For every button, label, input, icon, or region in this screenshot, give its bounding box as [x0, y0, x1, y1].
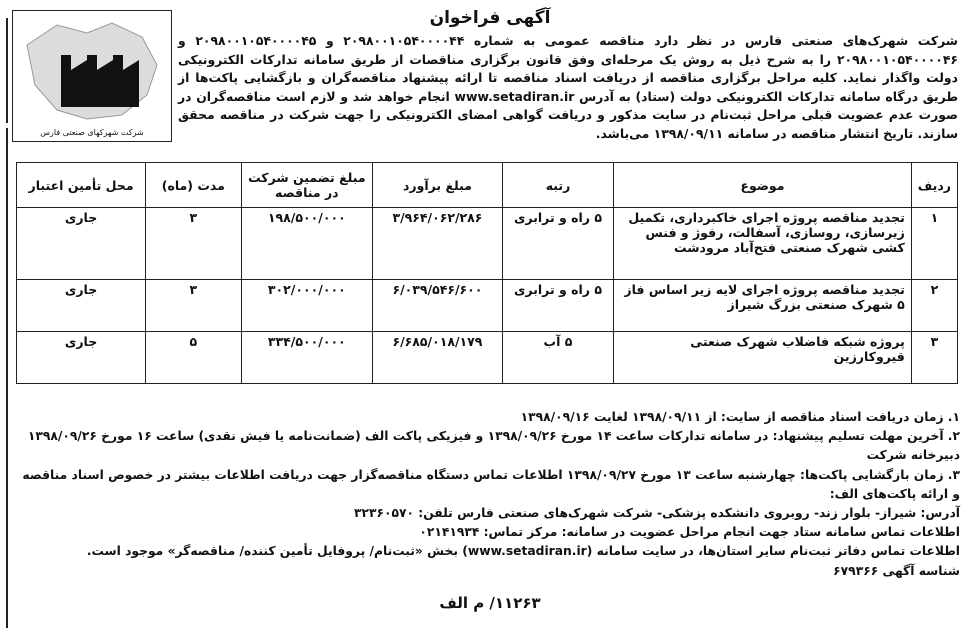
header-funding: محل تأمین اعتبار [17, 163, 146, 208]
cell-duration: ۵ [146, 332, 241, 384]
ad-serial: ۱۱۲۶۳/ م الف [439, 594, 541, 612]
cell-guarantee: ۱۹۸/۵۰۰/۰۰۰ [241, 208, 373, 280]
cell-estimate: ۶/۰۳۹/۵۴۶/۶۰۰ [373, 280, 503, 332]
border-rule [6, 128, 8, 628]
cell-row: ۲ [911, 280, 957, 332]
cell-subject: پروژه شبکه فاضلاب شهرک صنعتی قیروکارزین [614, 332, 912, 384]
header-duration: مدت (ماه) [146, 163, 241, 208]
note-ad-id: شناسه آگهی ۶۷۹۳۶۶ [833, 563, 960, 578]
note-setad-contact: اطلاعات تماس سامانه ستاد جهت انجام مراحل عضویت در سامانه: مرکز تماس: ۰۲۱۴۱۹۳۴ [419, 525, 960, 540]
cell-grade: ۵ راه و ترابری [502, 208, 613, 280]
header-row: ردیف [911, 163, 957, 208]
cell-funding: جاری [17, 208, 146, 280]
cell-funding: جاری [17, 280, 146, 332]
cell-guarantee: ۳۰۲/۰۰۰/۰۰۰ [241, 280, 373, 332]
note-download-time: ۱. زمان دریافت اسناد مناقصه از سایت: از ۱۳۹۸/۰۹/۱۱ لغایت ۱۳۹۸/۰۹/۱۶ [520, 410, 960, 424]
table-row [17, 280, 958, 332]
cell-row: ۳ [911, 332, 957, 384]
cell-estimate: ۶/۶۸۵/۰۱۸/۱۷۹ [373, 332, 503, 384]
header-subject: موضوع [614, 163, 912, 208]
factory-logo-icon [17, 15, 167, 127]
logo-caption: شرکت شهرکهای صنعتی فارس [40, 128, 144, 137]
cell-grade: ۵ آب [502, 332, 613, 384]
note-address: آدرس: شیراز- بلوار زند- روبروی دانشکده پزشکی- شرکت شهرک‌های صنعتی فارس تلفن: ۳۲۳۶۰۵۷۰ [353, 506, 960, 521]
note-provincial-offices: اطلاعات تماس دفاتر ثبت‌نام سایر استان‌ها، در سایت سامانه (www.setadiran.ir) بخش «ثبت‌نام/ پروفایل تأمین کننده/ مناقصه‌گر» موجود است. [86, 544, 960, 559]
cell-funding: جاری [17, 332, 146, 384]
company-logo [12, 10, 172, 142]
notice-notes [16, 408, 960, 581]
table-header-row [17, 163, 958, 208]
table-row [17, 208, 958, 280]
cell-subject: تجدید مناقصه پروژه اجرای خاکبرداری، تکمیل زیرسازی، روسازی، آسفالت، رفوژ و فنس کشی شهرک صنعتی فتح‌آباد مرودشت [614, 208, 912, 280]
header-grade: رتبه [502, 163, 613, 208]
border-rule [6, 18, 8, 123]
header-guarantee: مبلغ تضمین شرکت در مناقصه [241, 163, 373, 208]
table-row [17, 332, 958, 384]
notice-intro: شرکت شهرک‌های صنعتی فارس در نظر دارد مناقصه عمومی به شماره ۲۰۹۸۰۰۱۰۵۴۰۰۰۰۴۴ و ۲۰۹۸۰۰۱۰۵۴۰۰۰۰۴۵ و ۲۰۹۸۰۰۱۰۵۴۰۰۰۰۴۶ را به شرح ذیل به روش یک مرحله‌ای وفق قانون برگزاری مناقصات از طریق سامانه تدارکات الکترونیکی دولت واگذار نماید. کلیه مراحل برگزاری مناقصه از دریافت اسناد مناقصه تا ارائه پیشنهاد مناقصه‌گران و بازگشایی پاکت‌ها از طریق درگاه سامانه تدارکات الکترونیکی دولت (ستاد) به آدرس www.setadiran.ir انجام خواهد شد و لازم است مناقصه‌گران در صورت عدم عضویت قبلی مراحل ثبت‌نام در سایت مذکور و دریافت گواهی امضای الکترونیکی را جهت شرکت در مناقصه محقق سازند. تاریخ انتشار مناقصه در سامانه ۱۳۹۸/۰۹/۱۱ می‌باشد. [178, 33, 958, 141]
note-opening-time: ۳. زمان بازگشایی پاکت‌ها: چهارشنبه ساعت ۱۳ مورخ ۱۳۹۸/۰۹/۲۷ اطلاعات تماس دستگاه مناقصه‌گزار جهت دریافت اطلاعات بیشتر در خصوص اسناد مناقصه و ارائه پاکت‌های الف: [22, 467, 960, 501]
header-estimate: مبلغ برآورد [373, 163, 503, 208]
tender-table [16, 162, 958, 384]
cell-duration: ۳ [146, 280, 241, 332]
notice-title: آگهی فراخوان [429, 8, 551, 28]
note-deadline: ۲. آخرین مهلت تسلیم پیشنهاد: در سامانه تدارکات ساعت ۱۴ مورخ ۱۳۹۸/۰۹/۲۶ و فیزیکی پاکت الف (ضمانت‌نامه یا فیش نقدی) ساعت ۱۶ مورخ ۱۳۹۸/۰۹/۲۶ دبیرخانه شرکت [27, 429, 960, 463]
cell-duration: ۳ [146, 208, 241, 280]
cell-estimate: ۳/۹۶۴/۰۶۲/۲۸۶ [373, 208, 503, 280]
cell-subject: تجدید مناقصه پروژه اجرای لایه زیر اساس فاز ۵ شهرک صنعتی بزرگ شیراز [614, 280, 912, 332]
cell-grade: ۵ راه و ترابری [502, 280, 613, 332]
cell-guarantee: ۳۳۴/۵۰۰/۰۰۰ [241, 332, 373, 384]
cell-row: ۱ [911, 208, 957, 280]
